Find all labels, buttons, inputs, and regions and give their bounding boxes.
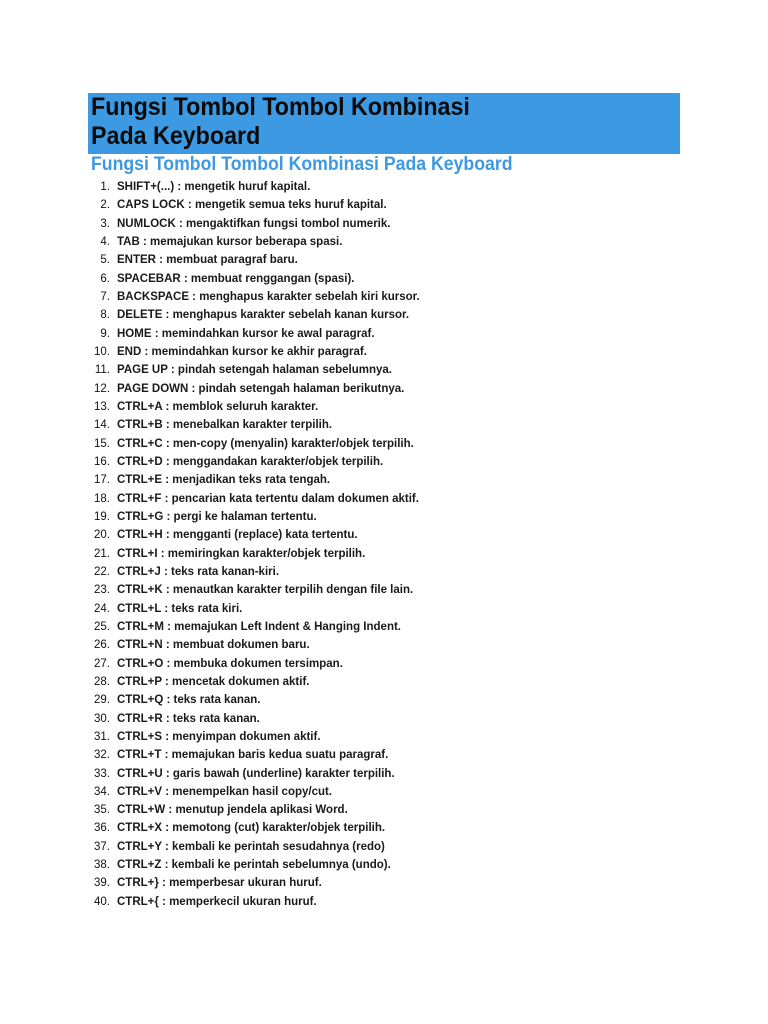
list-item-number: 11. <box>94 364 110 377</box>
list-item <box>88 673 310 691</box>
list-item-text: DELETE : menghapus karakter sebelah kanan kursor. <box>117 309 410 322</box>
list-item-number: 18. <box>94 492 110 505</box>
list-item-text: CTRL+H : mengganti (replace) kata tertentu. <box>117 529 358 542</box>
list-item-number: 15. <box>94 437 110 450</box>
list-item-number: 31. <box>94 730 110 743</box>
list-item <box>88 600 243 618</box>
list-item-number: 29. <box>94 694 110 707</box>
list-item-text: PAGE DOWN : pindah setengah halaman berikutnya. <box>117 382 405 395</box>
list-item-text: NUMLOCK : mengaktifkan fungsi tombol numerik. <box>117 217 391 230</box>
list-item <box>88 361 393 379</box>
list-item <box>88 636 310 654</box>
list-item <box>88 270 355 288</box>
list-item-text: CTRL+A : memblok seluruh karakter. <box>117 400 319 413</box>
list-item-number: 32. <box>94 749 110 762</box>
list-item-text: CTRL+X : memotong (cut) karakter/objek terpilih. <box>117 822 386 835</box>
list-item-number: 33. <box>94 767 110 780</box>
section-heading: Fungsi Tombol Tombol Kombinasi Pada Keyboard <box>91 154 513 175</box>
list-item-text: CTRL+O : membuka dokumen tersimpan. <box>117 657 343 670</box>
list-item-number: 26. <box>94 639 110 652</box>
list-item-text: SHIFT+(...) : mengetik huruf kapital. <box>117 181 311 193</box>
list-item-number: 1. <box>100 181 110 193</box>
list-item-number: 17. <box>94 474 110 487</box>
list-item <box>88 819 386 837</box>
list-item <box>88 691 261 709</box>
list-item-number: 16. <box>94 455 110 468</box>
list-item-text: CTRL+{ : memperkecil ukuran huruf. <box>117 895 317 908</box>
list-item-text: CTRL+C : men-copy (menyalin) karakter/objek terpilih. <box>117 437 414 450</box>
list-item-number: 38. <box>94 859 110 872</box>
list-item-number: 12. <box>94 382 110 395</box>
list-item <box>88 490 419 508</box>
list-item-text: CTRL+P : mencetak dokumen aktif. <box>117 675 310 688</box>
list-item-text: CTRL+F : pencarian kata tertentu dalam dokumen aktif. <box>117 492 419 505</box>
list-item <box>88 435 414 453</box>
list-item-text: CTRL+} : memperbesar ukuran huruf. <box>117 877 322 890</box>
list-item-number: 23. <box>94 584 110 597</box>
list-item <box>88 215 391 233</box>
title-banner <box>88 93 680 154</box>
list-item-text: BACKSPACE : menghapus karakter sebelah kiri kursor. <box>117 290 420 303</box>
list-item-text: CTRL+K : menautkan karakter terpilih dengan file lain. <box>117 584 414 597</box>
list-item-text: CTRL+Z : kembali ke perintah sebelumnya (undo). <box>117 859 391 872</box>
page-title-line-2: Pada Keyboard <box>91 122 261 150</box>
list-item-text: CTRL+S : menyimpan dokumen aktif. <box>117 730 321 743</box>
list-item-text: CTRL+G : pergi ke halaman tertentu. <box>117 510 317 523</box>
list-item <box>88 728 321 746</box>
list-item-text: END : memindahkan kursor ke akhir paragraf. <box>117 345 367 358</box>
list-item-text: CTRL+V : menempelkan hasil copy/cut. <box>117 785 333 798</box>
list-item-number: 10. <box>94 345 110 358</box>
list-item-number: 9. <box>100 327 110 340</box>
list-item <box>88 545 366 563</box>
list-item-number: 30. <box>94 712 110 725</box>
list-item-number: 19. <box>94 510 110 523</box>
list-item-text: CTRL+M : memajukan Left Indent & Hanging Indent. <box>117 620 401 633</box>
list-item-text: CTRL+L : teks rata kiri. <box>117 602 243 615</box>
list-item-number: 8. <box>100 309 110 322</box>
list-item <box>88 856 391 874</box>
list-item-number: 22. <box>94 565 110 578</box>
list-item-number: 6. <box>100 272 110 285</box>
list-item-number: 37. <box>94 840 110 853</box>
list-item <box>88 526 358 544</box>
list-item-text: CTRL+T : memajukan baris kedua suatu paragraf. <box>117 749 389 762</box>
list-item <box>88 343 367 361</box>
list-item <box>88 746 389 764</box>
list-item-text: PAGE UP : pindah setengah halaman sebelumnya. <box>117 364 393 377</box>
list-item-number: 2. <box>100 199 110 212</box>
list-item <box>88 581 414 599</box>
list-item-text: CTRL+J : teks rata kanan-kiri. <box>117 565 280 578</box>
list-item <box>88 783 333 801</box>
list-item <box>88 765 395 783</box>
list-item-text: TAB : memajukan kursor beberapa spasi. <box>117 235 343 248</box>
list-item-text: CTRL+Y : kembali ke perintah sesudahnya (redo) <box>117 840 385 853</box>
list-item <box>88 325 375 343</box>
list-item <box>88 893 317 911</box>
list-item <box>88 563 280 581</box>
list-item-text: CTRL+R : teks rata kanan. <box>117 712 260 725</box>
list-item-text: CTRL+E : menjadikan teks rata tengah. <box>117 474 331 487</box>
list-item <box>88 838 385 856</box>
list-item-number: 28. <box>94 675 110 688</box>
list-item <box>88 471 331 489</box>
list-item-number: 3. <box>100 217 110 230</box>
list-item <box>88 178 311 196</box>
list-item-number: 14. <box>94 419 110 432</box>
list-item-text: CTRL+U : garis bawah (underline) karakter terpilih. <box>117 767 395 780</box>
list-item-text: HOME : memindahkan kursor ke awal paragraf. <box>117 327 375 340</box>
list-item-number: 36. <box>94 822 110 835</box>
shortcut-list <box>88 178 420 911</box>
list-item-number: 27. <box>94 657 110 670</box>
list-item <box>88 288 420 306</box>
list-item <box>88 251 298 269</box>
list-item-text: CTRL+W : menutup jendela aplikasi Word. <box>117 804 348 817</box>
list-item-number: 20. <box>94 529 110 542</box>
list-item <box>88 874 322 892</box>
list-item <box>88 801 348 819</box>
list-item-text: CTRL+B : menebalkan karakter terpilih. <box>117 419 333 432</box>
list-item <box>88 655 343 673</box>
list-item-number: 34. <box>94 785 110 798</box>
list-item-text: SPACEBAR : membuat renggangan (spasi). <box>117 272 355 285</box>
list-item-number: 25. <box>94 620 110 633</box>
list-item <box>88 710 260 728</box>
list-item-text: ENTER : membuat paragraf baru. <box>117 254 298 267</box>
list-item-number: 35. <box>94 804 110 817</box>
list-item-number: 7. <box>100 290 110 303</box>
list-item-text: CTRL+I : memiringkan karakter/objek terpilih. <box>117 547 366 560</box>
list-item <box>88 508 317 526</box>
list-item-text: CTRL+D : menggandakan karakter/objek terpilih. <box>117 455 384 468</box>
list-item-number: 39. <box>94 877 110 890</box>
list-item-text: CAPS LOCK : mengetik semua teks huruf kapital. <box>117 199 387 212</box>
page-title <box>91 93 639 151</box>
list-item-number: 40. <box>94 895 110 908</box>
list-item-number: 13. <box>94 400 110 413</box>
list-item <box>88 453 384 471</box>
list-item <box>88 233 343 251</box>
list-item-text: CTRL+Q : teks rata kanan. <box>117 694 261 707</box>
list-item <box>88 398 319 416</box>
list-item-number: 24. <box>94 602 110 615</box>
list-item-number: 21. <box>94 547 110 560</box>
list-item <box>88 196 387 214</box>
list-item <box>88 416 333 434</box>
list-item <box>88 306 410 324</box>
list-item-text: CTRL+N : membuat dokumen baru. <box>117 639 310 652</box>
list-item-number: 4. <box>100 235 110 248</box>
list-item-number: 5. <box>100 254 110 267</box>
list-item <box>88 380 405 398</box>
page-title-line-1: Fungsi Tombol Tombol Kombinasi <box>91 93 470 121</box>
list-item <box>88 618 401 636</box>
